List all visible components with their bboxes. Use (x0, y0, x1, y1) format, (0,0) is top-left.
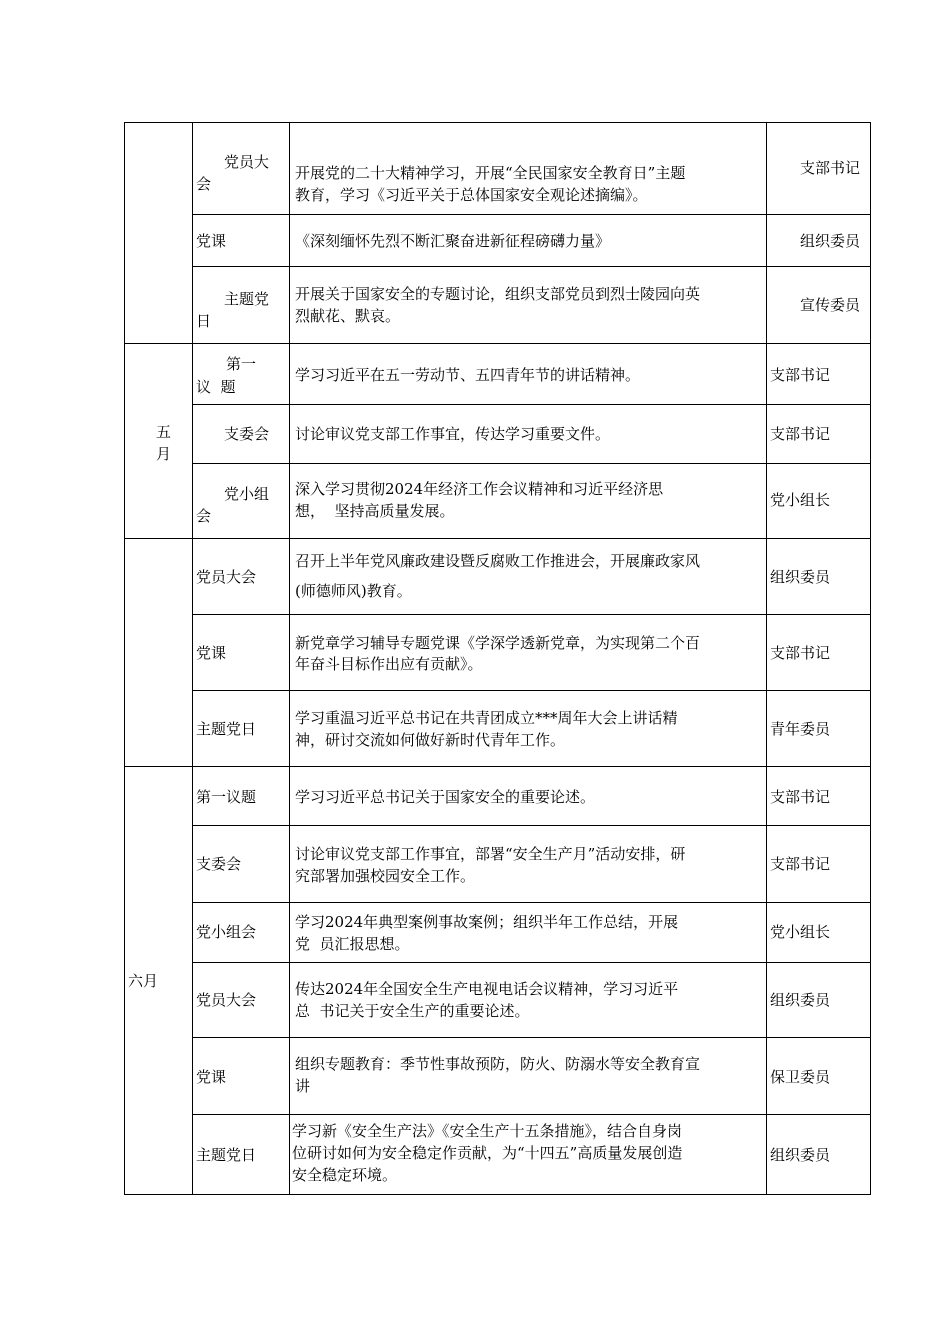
activity-content: 学习2024年典型案例事故案例；组织半年工作总结，开展 (295, 913, 679, 931)
activity-type: 会 (196, 175, 212, 193)
month-label-may-line2: 月 (156, 445, 172, 463)
activity-type: 党小组 (224, 485, 270, 503)
month-label-june: 六月 (128, 972, 159, 990)
table-border-top (124, 122, 871, 123)
responsible-person: 党小组长 (770, 491, 831, 509)
responsible-person: 组织委员 (770, 991, 831, 1009)
row-divider (192, 1037, 871, 1038)
month-label-may (156, 421, 171, 465)
activity-content: 总 书记关于安全生产的重要论述。 (295, 1002, 530, 1020)
activity-content: 讲 (295, 1077, 311, 1095)
activity-content: 召开上半年党风廉政建设暨反腐败工作推进会，开展廉政家风 (295, 552, 701, 570)
month-label-may-line1: 五 (156, 423, 172, 441)
table-border-bottom (124, 1194, 871, 1195)
month-divider (124, 343, 871, 344)
activity-content: 开展党的二十大精神学习，开展“全民国家安全教育日”主题 (295, 164, 686, 182)
activity-type: 党课 (196, 1068, 227, 1086)
activity-type: 主题党日 (196, 720, 257, 738)
activity-type: 党小组会 (196, 923, 257, 941)
activity-content: 开展关于国家安全的专题讨论，组织支部党员到烈士陵园向英 (295, 285, 701, 303)
column-divider (192, 122, 193, 1195)
activity-content: 讨论审议党支部工作事宜，部署“安全生产月”活动安排，研 (295, 845, 686, 863)
responsible-person: 支部书记 (770, 788, 831, 806)
row-divider (192, 690, 871, 691)
responsible-person: 组织委员 (800, 232, 861, 250)
activity-type: 日 (196, 312, 212, 330)
activity-content: 教育，学习《习近平关于总体国家安全观论述摘编》。 (295, 186, 648, 204)
table-border-left (124, 122, 125, 1195)
activity-type: 会 (196, 507, 212, 525)
responsible-person: 支部书记 (770, 644, 831, 662)
row-divider (192, 962, 871, 963)
responsible-person: 保卫委员 (770, 1068, 831, 1086)
activity-type: 第一议题 (196, 788, 257, 806)
row-divider (192, 266, 871, 267)
activity-content: 组织专题教育：季节性事故预防，防火、防溺水等安全教育宣 (295, 1055, 701, 1073)
activity-type: 党员大会 (196, 991, 257, 1009)
activity-content: 学习新《安全生产法》《安全生产十五条措施》，结合自身岗 (292, 1122, 683, 1140)
activity-content: 新党章学习辅导专题党课《学深学透新党章，为实现第二个百 (295, 634, 701, 652)
activity-content: 党 员汇报思想。 (295, 935, 410, 953)
row-divider (192, 902, 871, 903)
row-divider (192, 1114, 871, 1115)
activity-content: 位研讨如何为安全稳定作贡献，为“十四五”高质量发展创造 (292, 1144, 683, 1162)
activity-type: 主题党日 (196, 1146, 257, 1164)
month-divider (124, 766, 871, 767)
activity-content: 讨论审议党支部工作事宜，传达学习重要文件。 (295, 425, 611, 443)
activity-content: 究部署加强校园安全工作。 (295, 867, 476, 885)
responsible-person: 组织委员 (770, 1146, 831, 1164)
activity-type: 支委会 (196, 855, 242, 873)
responsible-person: 宣传委员 (800, 296, 861, 314)
activity-content: 《深刻缅怀先烈不断汇聚奋进新征程磅礴力量》 (295, 232, 611, 250)
row-divider (192, 404, 871, 405)
activity-content: 学习习近平总书记关于国家安全的重要论述。 (295, 788, 596, 806)
responsible-person: 支部书记 (770, 366, 831, 384)
activity-content: 传达2024年全国安全生产电视电话会议精神，学习习近平 (295, 980, 679, 998)
responsible-person: 支部书记 (770, 855, 831, 873)
activity-type: 主题党 (224, 290, 270, 308)
activity-content: (师德师风)教育。 (295, 582, 412, 600)
table-border-right (870, 122, 871, 1195)
responsible-person: 青年委员 (770, 720, 831, 738)
activity-type: 支委会 (224, 425, 270, 443)
activity-content: 烈献花、默哀。 (295, 307, 401, 325)
activity-type: 第一 (226, 355, 257, 373)
activity-type: 党员大 (224, 153, 270, 171)
column-divider (289, 122, 290, 1195)
row-divider (192, 614, 871, 615)
activity-content: 深入学习贯彻2024年经济工作会议精神和习近平经济思 (295, 480, 664, 498)
activity-type: 党课 (196, 644, 227, 662)
responsible-person: 支部书记 (770, 425, 831, 443)
responsible-person: 组织委员 (770, 568, 831, 586)
activity-content: 学习重温习近平总书记在共青团成立***周年大会上讲话精 (295, 709, 678, 727)
row-divider (192, 825, 871, 826)
responsible-person: 党小组长 (770, 923, 831, 941)
activity-content: 年奋斗目标作出应有贡献》。 (295, 655, 483, 673)
row-divider (192, 463, 871, 464)
activity-content: 神，研讨交流如何做好新时代青年工作。 (295, 731, 566, 749)
month-divider (124, 538, 871, 539)
activity-type: 党员大会 (196, 568, 257, 586)
responsible-person: 支部书记 (800, 159, 861, 177)
activity-content: 想， 坚持高质量发展。 (295, 502, 455, 520)
activity-content: 安全稳定环境。 (292, 1166, 398, 1184)
row-divider (192, 214, 871, 215)
column-divider (766, 122, 767, 1195)
activity-type: 议 题 (196, 378, 236, 396)
activity-type: 党课 (196, 232, 227, 250)
activity-content: 学习习近平在五一劳动节、五四青年节的讲话精神。 (295, 366, 641, 384)
